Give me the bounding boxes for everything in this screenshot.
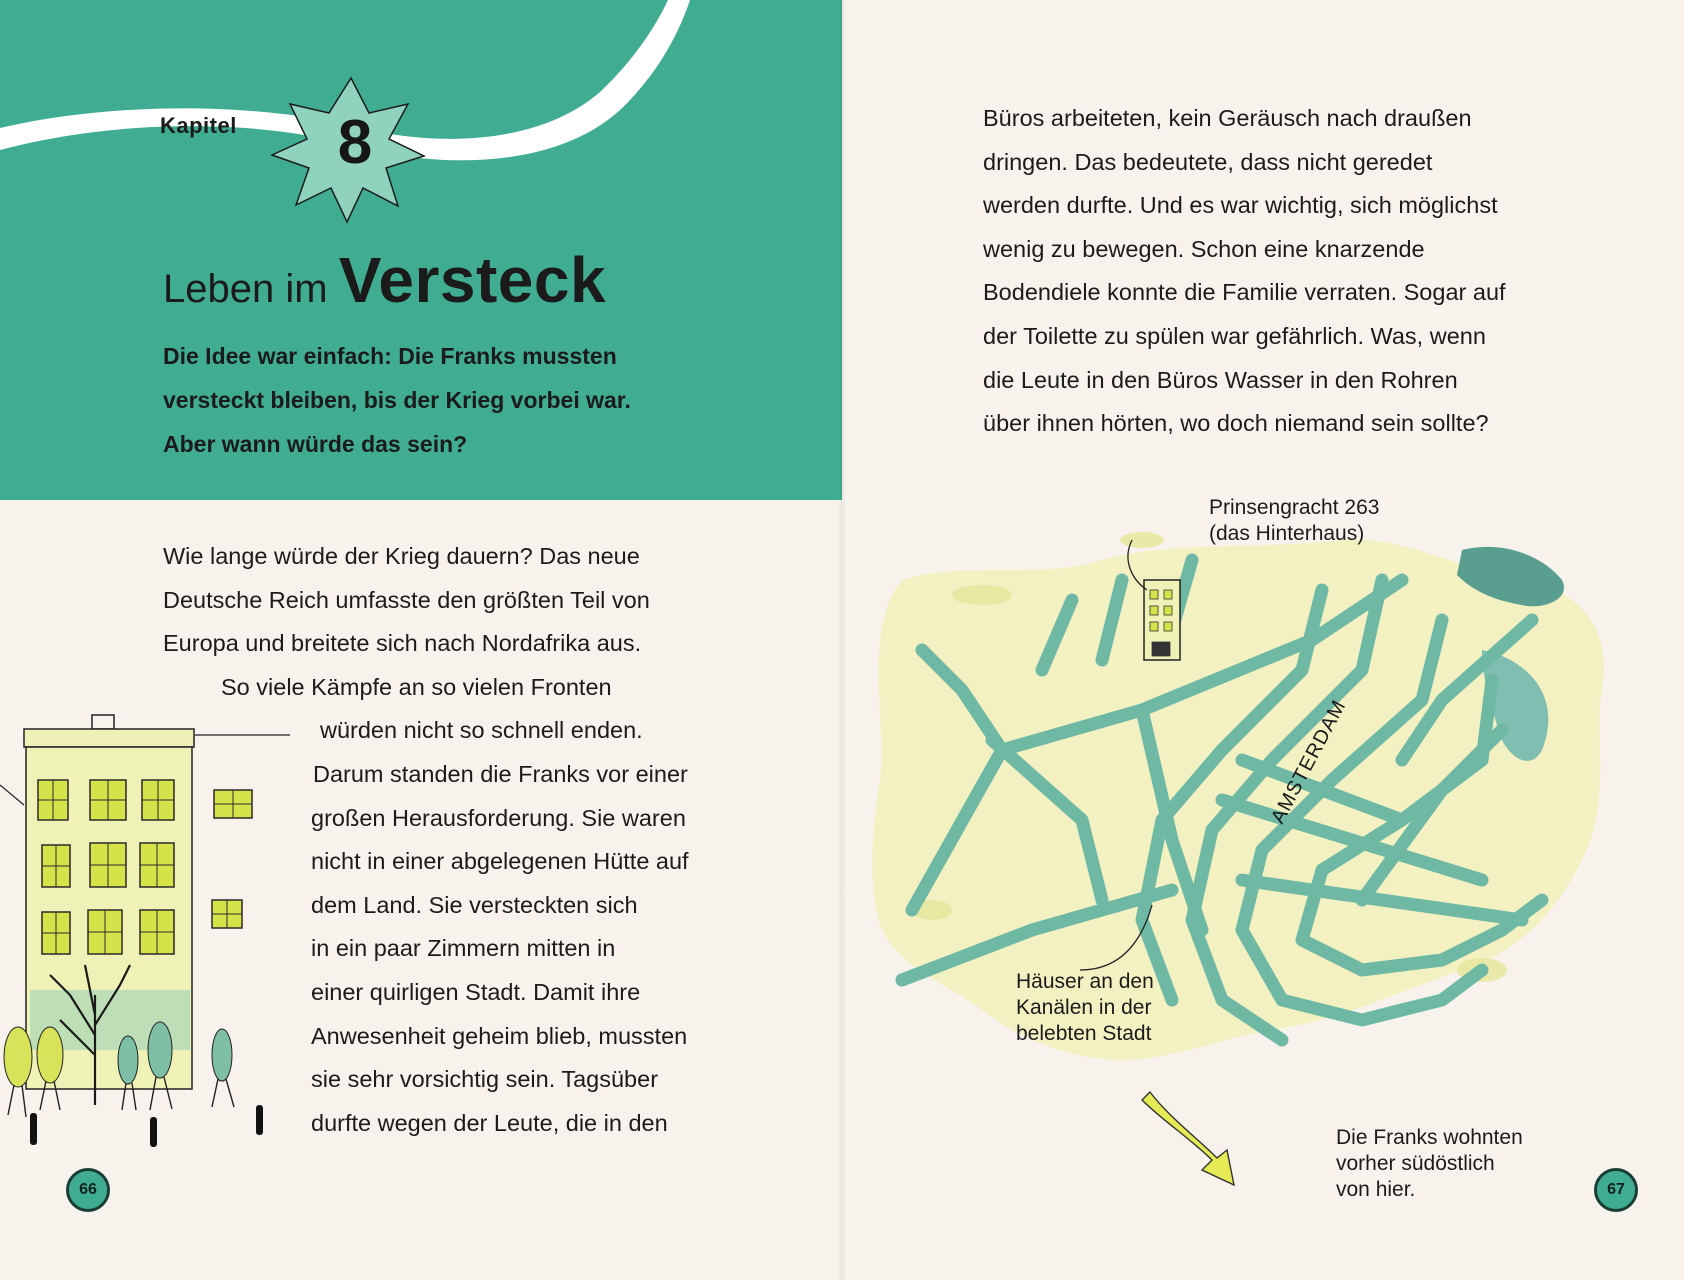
label-canals [1016,969,1154,1047]
right-page [842,0,1684,1280]
text-line: Wie lange würde der Krieg dauern? Das neue [163,543,640,569]
intro-line: Die Idee war einfach: Die Franks mussten [163,343,617,369]
text-line: Bodendiele konnte die Familie verraten. Sogar auf [983,279,1506,306]
text-line: dringen. Das bedeutete, dass nicht geredet [983,148,1433,175]
label-line: Kanälen in der [1016,996,1152,1019]
text-line: wenig zu bewegen. Schon eine knarzende [983,235,1425,262]
map-city-label: AMSTERDAM [1266,696,1351,828]
intro-line: versteckt bleiben, bis der Krieg vorbei war. [163,387,631,413]
chapter-title [163,243,606,317]
page-number-right: 67 [1594,1168,1638,1212]
label-line: vorher südöstlich [1336,1152,1495,1175]
label-line: Prinsengracht 263 [1209,496,1380,519]
label-house [1209,495,1379,547]
text-line: Büros arbeiteten, kein Geräusch nach draußen [983,105,1472,131]
text-line: So viele Kämpfe an so vielen Fronten [221,673,612,700]
text-line: nicht in einer abgelegenen Hütte auf [311,848,689,875]
label-line: Die Franks wohnten [1336,1126,1523,1149]
building-illustration [0,705,300,1165]
text-line: werden durfte. Und es war wichtig, sich möglichst [983,192,1498,219]
intro-line: Aber wann würde das sein? [163,431,468,457]
label-line: belebten Stadt [1016,1022,1152,1045]
text-line: einer quirligen Stadt. Damit ihre [311,978,641,1005]
text-line: Deutsche Reich umfasste den größten Teil von [163,586,650,613]
text-line: über ihnen hörten, wo doch niemand sein sollte? [983,410,1489,437]
right-body-text [983,97,1506,446]
label-line: Häuser an den [1016,970,1154,993]
text-line: durfte wegen der Leute, die in den [311,1109,668,1136]
chapter-number: 8 [337,108,373,177]
text-line: dem Land. Sie versteckten sich [311,891,638,918]
amsterdam-map [842,500,1684,1280]
text-line: in ein paar Zimmern mitten in [311,935,616,962]
label-line: von hier. [1336,1178,1416,1201]
arrow-southeast [1142,1092,1234,1185]
page-number-left: 66 [66,1168,110,1212]
text-line: Anwesenheit geheim blieb, mussten [311,1022,688,1049]
chapter-intro [163,334,823,466]
label-franks [1336,1125,1523,1203]
title-bold: Versteck [338,244,607,316]
text-line: der Toilette zu spülen war gefährlich. Was, wenn [983,322,1486,349]
text-line: großen Herausforderung. Sie waren [311,804,686,831]
text-line: Europa und breitete sich nach Nordafrika aus. [163,630,642,657]
text-line: Darum standen die Franks vor einer [313,760,688,787]
title-light: Leben im [163,267,328,311]
chapter-label: Kapitel [160,113,237,138]
text-line: würden nicht so schnell enden. [320,717,643,744]
chapter-header [0,0,842,500]
text-line: die Leute in den Büros Wasser in den Rohren [983,366,1458,393]
label-line: (das Hinterhaus) [1209,522,1365,545]
text-line: sie sehr vorsichtig sein. Tagsüber [311,1066,659,1093]
